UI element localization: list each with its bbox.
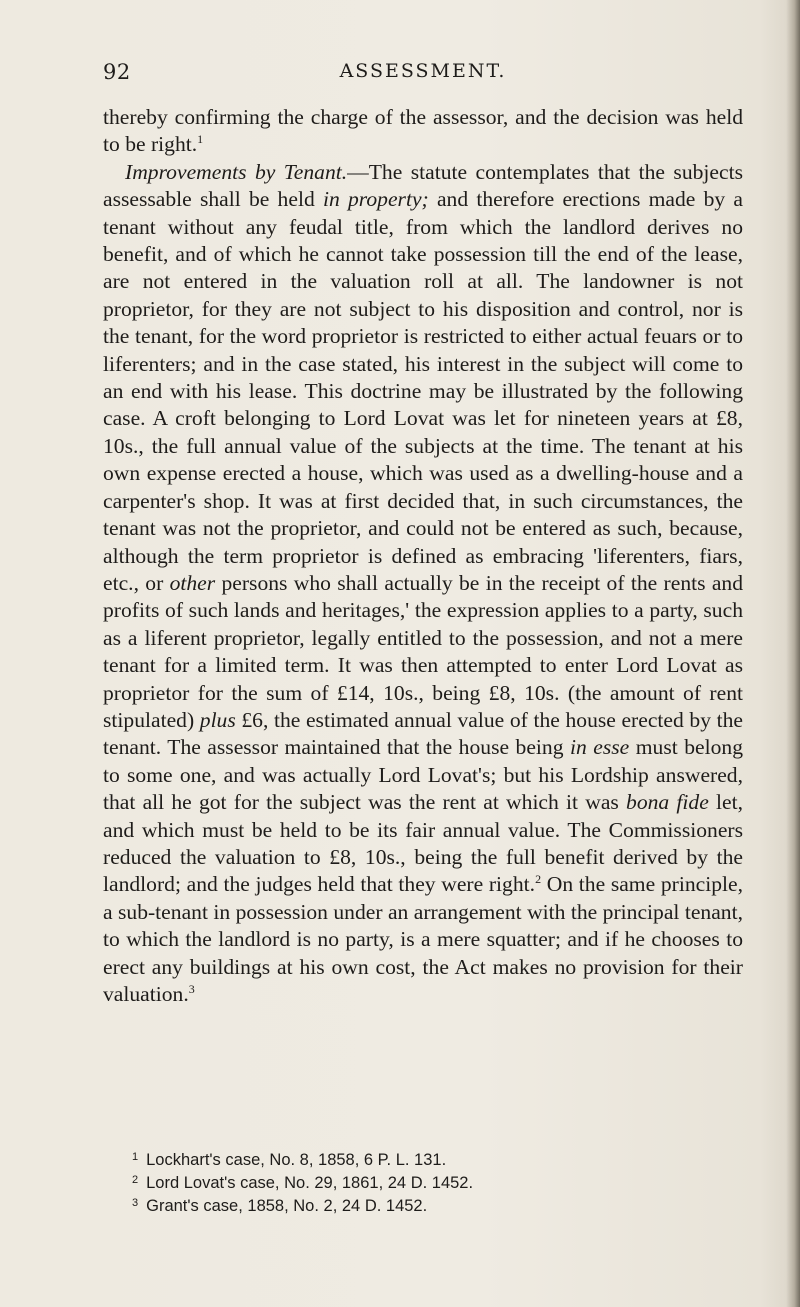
footnote-text: Lockhart's case, No. 8, 1858, 6 P. L. 131. — [146, 1151, 447, 1169]
text-run: persons who shall actually be in the receipt of the rents and profits of such lands and heritages,' the expression applies to a party, such as a liferent proprietor, legally entitled to the possession, and not a mere tenant for a limited term. It was then attempted to enter Lord Lovat as proprietor for the sum of £14, 10s., being £8, 10s. (the amount of rent stipulated) — [103, 570, 744, 732]
text-run: £6, the estimated annual value of the house erected by the tenant. The assessor maintained that the house being — [103, 707, 743, 760]
footnote-mark: 3 — [132, 1197, 139, 1209]
running-head: ASSESSMENT. — [339, 60, 507, 82]
text-run: and therefore erections made by a tenant without any feudal title, from which the landlord derives no benefit, and of which he cannot take possession till the end of the lease, are not entered in the valuation roll at all. The landowner is not proprietor, for they are not subject to his disposition and control, nor is the tenant, for the word proprietor is restricted to either actual feuars or to liferenters; and in the case stated, his interest in the subject will come to an end with his lease. This doctrine may be illustrated by the following case. A croft belonging to Lord Lovat was let for nineteen years at £8, 10s., the full annual value of the subjects at the time. The tenant at his own expense erected a house, which was used as a dwelling-house and a carpenter's shop. It was at first decided that, in such circumstances, the tenant was not the proprietor, and could not be entered as such, because, although the term proprietor is defined as embracing 'liferenters, fiars, etc., or — [103, 187, 744, 595]
footnote-mark: 1 — [132, 1151, 139, 1163]
footnotes — [132, 1147, 692, 1216]
italic-run: plus — [199, 707, 236, 732]
italic-run: other — [169, 570, 216, 595]
text-run: On the same principle, a sub-tenant in possession under an arrangement with the principal tenant, to which the landlord is no party, is a mere squatter; and if he chooses to erect any buildings at his own cost, the Act makes no provision for their valuation. — [103, 872, 743, 1006]
footnote-text: Lord Lovat's case, No. 29, 1861, 24 D. 1452. — [146, 1174, 474, 1192]
text-run: The statute contemplates that the subjects assessable shall be held — [103, 159, 743, 212]
paragraph-continued — [103, 104, 743, 159]
page-number: 92 — [103, 60, 131, 84]
paragraph-improvements — [103, 159, 743, 1009]
heading-dash: — — [347, 159, 369, 184]
footnote-ref-3: 3 — [188, 982, 195, 996]
footnote — [132, 1147, 692, 1170]
body-text — [103, 104, 743, 1008]
paragraph-text: thereby confirming the charge of the assessor, and the decision was held to be right. — [103, 105, 743, 157]
footnote-mark: 2 — [132, 1174, 139, 1186]
page-header — [103, 60, 743, 90]
footnote-text: Grant's case, 1858, No. 2, 24 D. 1452. — [146, 1197, 428, 1215]
footnote-ref-1: 1 — [197, 132, 204, 147]
section-heading: Improvements by Tenant. — [125, 159, 348, 184]
footnote — [132, 1170, 692, 1193]
italic-run: in esse — [570, 735, 630, 760]
italic-run: in property; — [322, 187, 429, 212]
italic-run: bona fide — [626, 790, 709, 815]
text-run: let, and which must be held to be its fair annual value. The Commissioners reduced the valuation to £8, 10s., being the full benefit derived by the landlord; and the judges held that they were right. — [103, 790, 744, 897]
page-edge-shadow — [786, 0, 800, 1307]
footnote — [132, 1193, 692, 1216]
text-run: must belong to some one, and was actually Lord Lovat's; but his Lordship answered, that all he got for the subject was the rent at which it was — [103, 735, 743, 815]
footnote-ref-2: 2 — [535, 872, 542, 887]
